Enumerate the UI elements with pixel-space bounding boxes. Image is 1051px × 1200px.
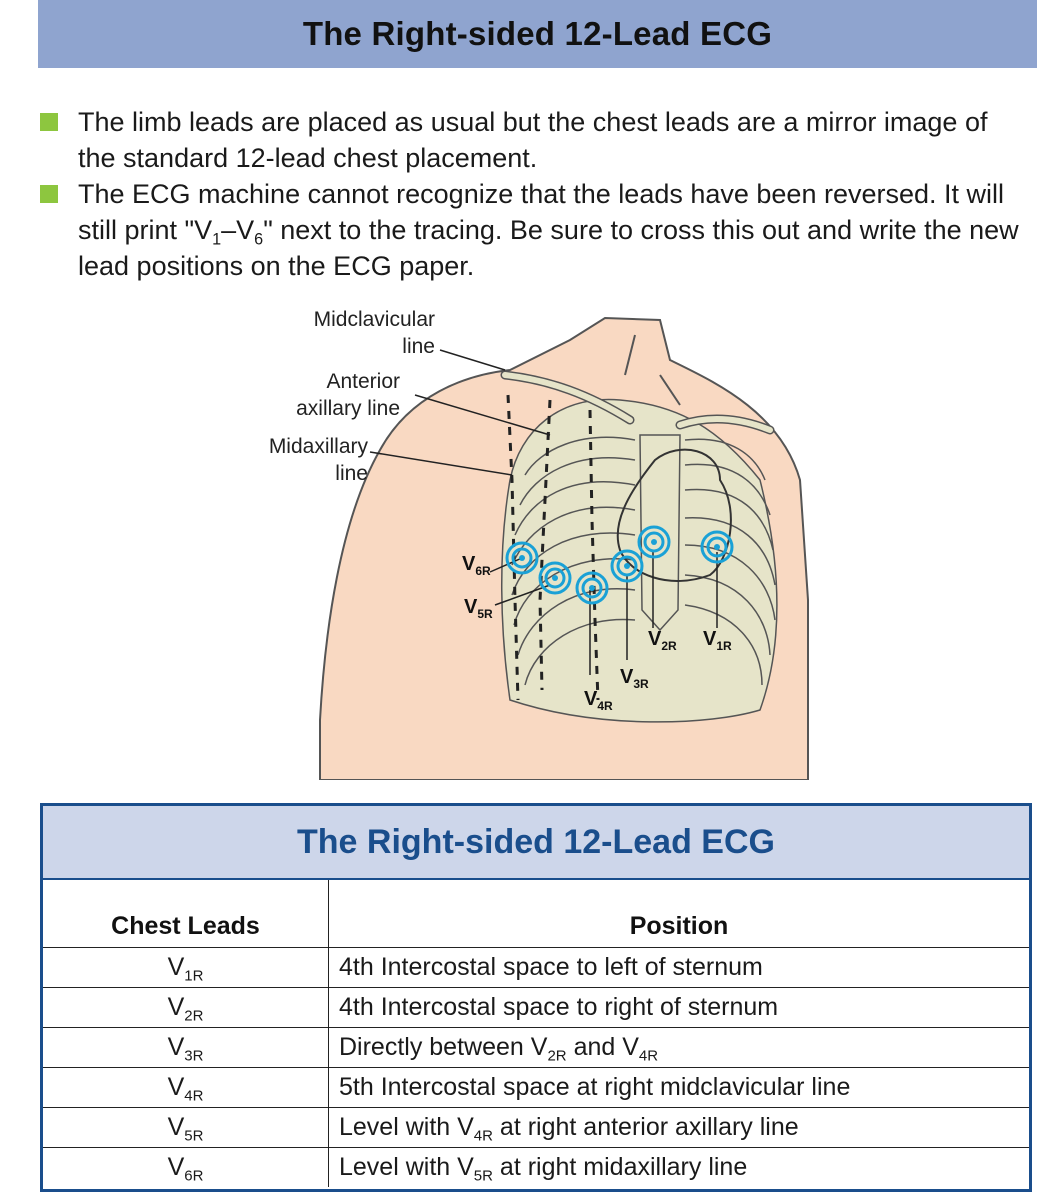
lead-label-v3r: $V_{3R}$	[620, 666, 649, 691]
lead-cell: $V_{2R}$	[43, 988, 329, 1028]
page-title: The Right-sided 12-Lead ECG	[302, 15, 773, 52]
lead-label-v2r: $V_{2R}$	[648, 628, 677, 653]
lead-label-v4r: $V_{4R}$	[584, 688, 613, 713]
bullet-item	[40, 176, 1030, 284]
header-chest-leads: Chest Leads	[43, 880, 329, 948]
header-position: Position	[629, 912, 729, 940]
electrode-v2r	[639, 527, 669, 557]
position-cell: Directly between $V_{2R}$ and $V_{4R}$	[329, 1028, 1030, 1068]
lead-cell: $V_{5R}$	[43, 1108, 329, 1148]
electrode-v3r	[612, 551, 642, 581]
electrode-v1r	[702, 532, 732, 562]
table-title: The Right-sided 12-Lead ECG	[297, 822, 775, 861]
table-row	[43, 1028, 1029, 1068]
table-row	[43, 948, 1029, 988]
chest-lead-diagram	[240, 300, 820, 780]
lead-label-v5r: $V_{5R}$	[464, 596, 493, 621]
position-cell: 4th Intercostal space to left of sternum	[329, 948, 1030, 988]
anterior-axillary-line-label: Anterior axillary line	[296, 370, 400, 420]
bullet-list	[40, 104, 1030, 284]
lead-cell: $V_{6R}$	[43, 1148, 329, 1188]
table-row	[43, 1148, 1029, 1188]
lead-cell: $V_{4R}$	[43, 1068, 329, 1108]
position-cell: 4th Intercostal space to right of sternum	[329, 988, 1030, 1028]
bullet-text: The limb leads are placed as usual but the chest leads are a mirror image of the standard 12-lead chest placement.	[78, 107, 988, 173]
midaxillary-line-label: Midaxillary line	[268, 435, 368, 485]
position-cell: 5th Intercostal space at right midclavicular line	[329, 1068, 1030, 1108]
lead-position-table-box	[40, 803, 1032, 1192]
lead-cell: $V_{3R}$	[43, 1028, 329, 1068]
lead-label-v1r: $V_{1R}$	[703, 628, 732, 653]
position-cell: Level with $V_{4R}$ at right anterior axillary line	[329, 1108, 1030, 1148]
table-row	[43, 1108, 1029, 1148]
table-row	[43, 1068, 1029, 1108]
bullet-text: The ECG machine cannot recognize that the leads have been reversed. It will still print "$V_1-V_6$" next to the tracing. Be sure to cross this out and write the new lead positions on the ECG paper.	[78, 179, 1019, 281]
bullet-square-icon	[40, 113, 58, 131]
table-title-bar	[43, 806, 1029, 880]
electrode-v6r	[507, 543, 537, 573]
lead-position-table	[43, 880, 1029, 1187]
table-header-row	[43, 880, 1029, 948]
electrode-v5r	[540, 563, 570, 593]
position-cell: Level with $V_{5R}$ at right midaxillary line	[329, 1148, 1030, 1188]
bullet-item	[40, 104, 1030, 176]
lead-label-v6r: $V_{6R}$	[462, 553, 491, 578]
midclavicular-line-label: Midclavicular line	[313, 308, 435, 358]
electrode-v4r	[577, 573, 607, 603]
table-row	[43, 988, 1029, 1028]
bullet-square-icon	[40, 185, 58, 203]
title-bar	[38, 0, 1037, 68]
lead-cell: $V_{1R}$	[43, 948, 329, 988]
